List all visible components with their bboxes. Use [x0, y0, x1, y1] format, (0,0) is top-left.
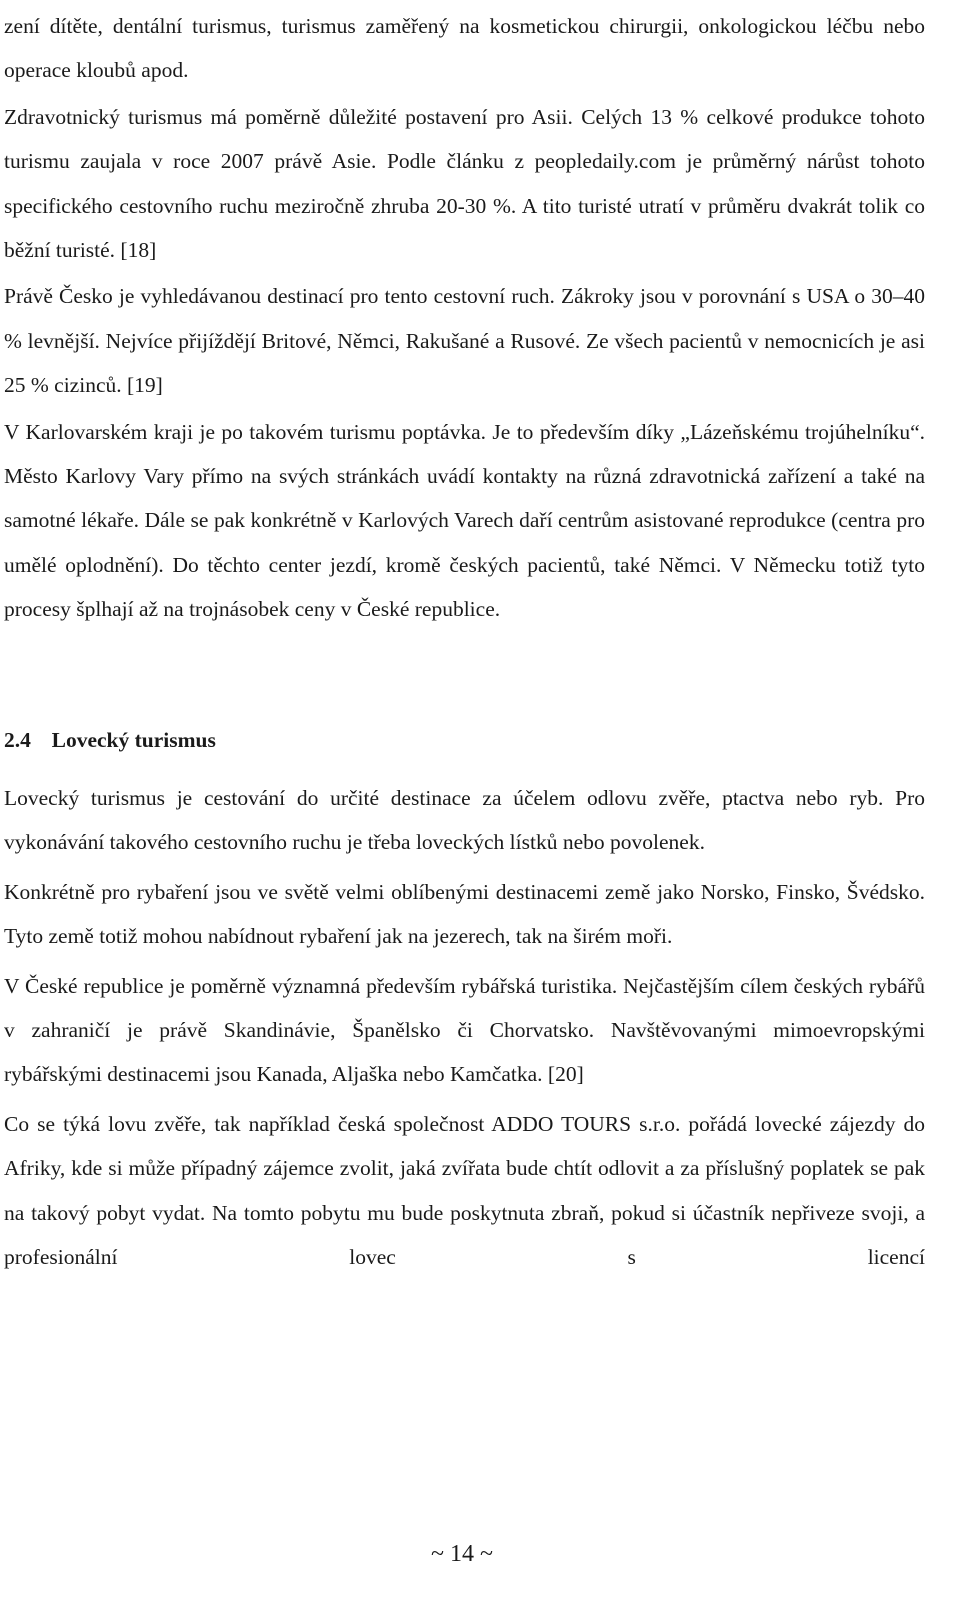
body-text-bottom — [4, 776, 925, 1279]
paragraph: V Karlovarském kraji je po takovém turismu poptávka. Je to především díky „Lázeňskému trojúhelníku“. Město Karlovy Vary přímo na svých stránkách uvádí kontakty na různá zdravotnická zařízení a také na samotné lékaře. Dále se pak konkrétně v Karlových Varech daří centrům asistované reprodukce (centra pro umělé oplodnění). Do těchto center jezdí, kromě českých pacientů, také Němci. V Německu totiž tyto procesy šplhají až na trojnásobek ceny v České republice. — [4, 419, 925, 622]
section-heading — [4, 718, 216, 762]
paragraph: Lovecký turismus je cestování do určité destinace za účelem odlovu zvěře, ptactva nebo ryb. Pro vykonávání takového cestovního ruchu je třeba loveckých lístků nebo povolenek. — [4, 786, 925, 855]
body-text-top — [4, 4, 925, 632]
section-number: 2.4 — [4, 728, 31, 752]
paragraph: Právě Česko je vyhledávanou destinací pro tento cestovní ruch. Zákroky jsou v porovnání s USA o 30–40 % levnější. Nejvíce přijíždějí Britové, Němci, Rakušané a Rusové. Ze všech pacientů v nemocnicích je asi 25 % cizinců. [19] — [4, 284, 925, 398]
paragraph: Konkrétně pro rybaření jsou ve světě velmi oblíbenými destinacemi země jako Norsko, Finsko, Švédsko. Tyto země totiž mohou nabídnout rybaření jak na jezerech, tak na širém moři. — [4, 879, 925, 949]
paragraph: Co se týká lovu zvěře, tak například česká společnost ADDO TOURS s.r.o. pořádá lovecké zájezdy do Afriky, kde si může případný zájemce zvolit, jaká zvířata bude chtít odlovit a za příslušný poplatek se pak na takový pobyt vydat. Na tomto pobytu mu bude poskytnuta zbraň, pokud si účastník nepřiveze svoji, a profesionální lovec s licencí — [4, 1111, 925, 1270]
page-number: ~ 14 ~ — [431, 1541, 493, 1567]
paragraph: Zdravotnický turismus má poměrně důležité postavení pro Asii. Celých 13 % celkové produkce tohoto turismu zaujala v roce 2007 právě Asie. Podle článku z peopledaily.com je průměrný nárůst tohoto specifického cestovního ruchu meziročně zhruba 20-30 %. A tito turisté utratí v průměru dvakrát tolik co běžní turisté. [18] — [4, 104, 925, 263]
section-title: Lovecký turismus — [51, 728, 216, 752]
paragraph: zení dítěte, dentální turismus, turismus zaměřený na kosmetickou chirurgii, onkologickou léčbu nebo operace kloubů apod. — [4, 14, 925, 83]
paragraph: V České republice je poměrně významná především rybářská turistika. Nejčastějším cílem českých rybářů v zahraničí je právě Skandinávie, Španělsko či Chorvatsko. Navštěvovanými mimoevropskými rybářskými destinacemi jsou Kanada, Aljaška nebo Kamčatka. [20] — [4, 973, 925, 1087]
